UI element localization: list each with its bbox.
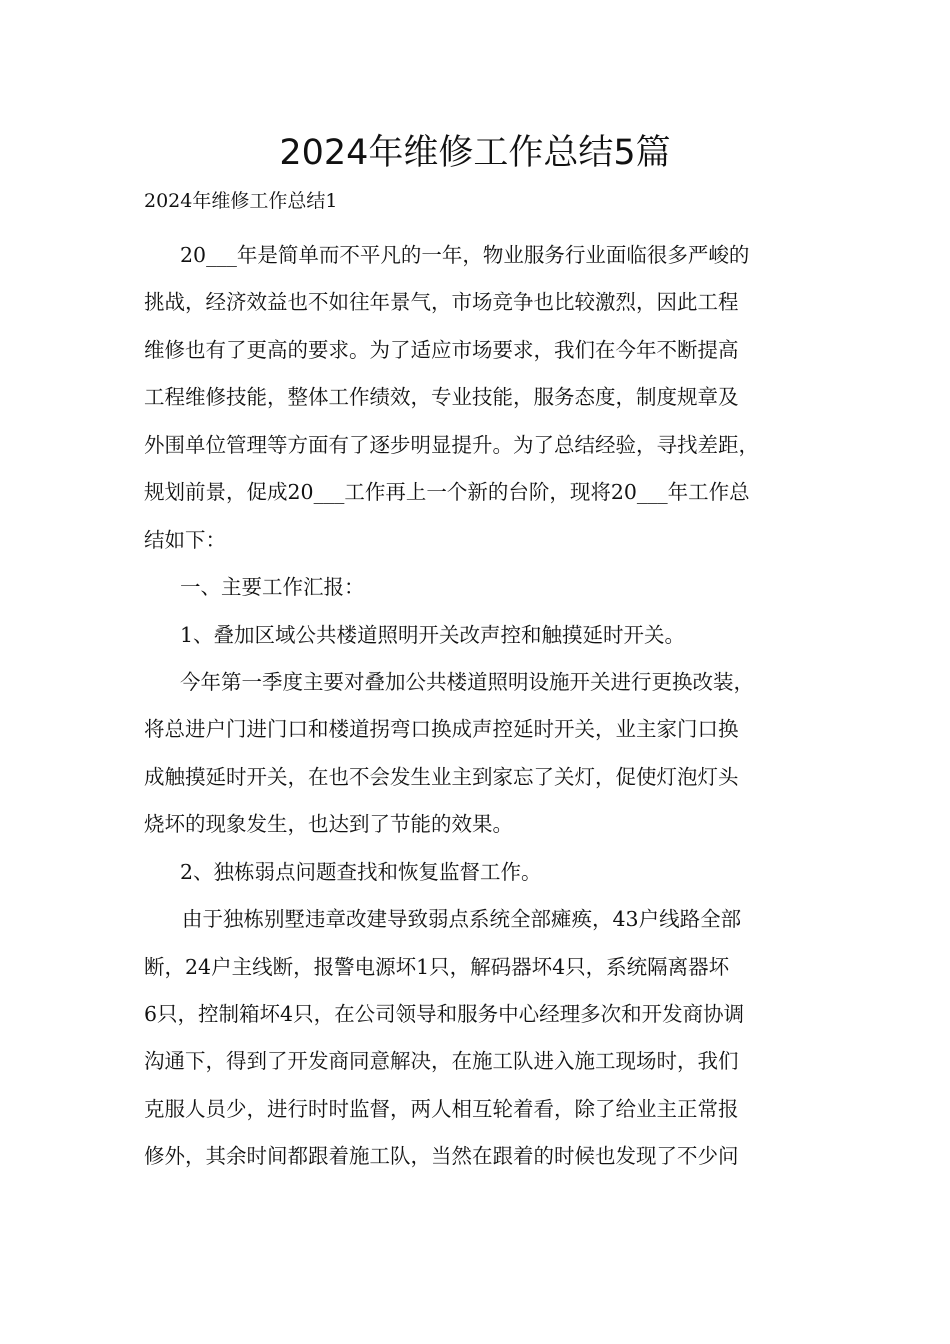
- body-text: [144, 232, 834, 1181]
- document-title: 2024年维修工作总结5篇: [279, 133, 671, 173]
- paragraph-line: 断，24户主线断，报警电源坏1只，解码器坏4只，系统隔离器坏: [144, 954, 730, 979]
- paragraph-line: 20___年是简单而不平凡的一年，物业服务行业面临很多严峻的: [180, 243, 750, 267]
- paragraph-line: 6只，控制箱坏4只，在公司领导和服务中心经理多次和开发商协调: [144, 1002, 745, 1026]
- paragraph-line: 将总进户门进门口和楼道拐弯口换成声控延时开关，业主家门口换: [144, 717, 739, 742]
- paragraph-line: 今年第一季度主要对叠加公共楼道照明设施开关进行更换改装，: [180, 669, 754, 694]
- paragraph-line: 维修也有了更高的要求。为了适应市场要求，我们在今年不断提高: [144, 337, 739, 362]
- paragraph-line: 外围单位管理等方面有了逐步明显提升。为了总结经验，寻找差距，: [144, 432, 759, 457]
- section-heading: 2024年维修工作总结1: [144, 190, 338, 212]
- paragraph-line: 工程维修技能，整体工作绩效，专业技能，服务态度，制度规章及: [144, 385, 739, 410]
- paragraph-line: 由于独栋别墅违章改建导致弱点系统全部瘫痪，43户线路全部: [182, 907, 742, 932]
- paragraph-line: 沟通下，得到了开发商同意解决，在施工队进入施工现场时，我们: [144, 1049, 739, 1074]
- paragraph-line: 烧坏的现象发生，也达到了节能的效果。: [144, 812, 513, 837]
- paragraph-line: 规划前景，促成20___工作再上一个新的台阶，现将20___年工作总: [144, 480, 750, 505]
- paragraph-line: 结如下：: [144, 527, 226, 552]
- list-heading: 一、主要工作汇报：: [180, 575, 365, 600]
- paragraph-line: 挑战，经济效益也不如往年景气，市场竞争也比较激烈，因此工程: [144, 290, 739, 315]
- paragraph-line: 修外，其余时间都跟着施工队，当然在跟着的时候也发现了不少问: [144, 1144, 739, 1169]
- list-item-heading: 1、叠加区域公共楼道照明开关改声控和触摸延时开关。: [180, 622, 686, 647]
- list-item-heading: 2、独栋弱点问题查找和恢复监督工作。: [180, 859, 542, 884]
- paragraph-line: 成触摸延时开关，在也不会发生业主到家忘了关灯，促使灯泡灯头: [144, 764, 739, 789]
- paragraph-line: 克服人员少，进行时时监督，两人相互轮着看，除了给业主正常报: [144, 1096, 739, 1121]
